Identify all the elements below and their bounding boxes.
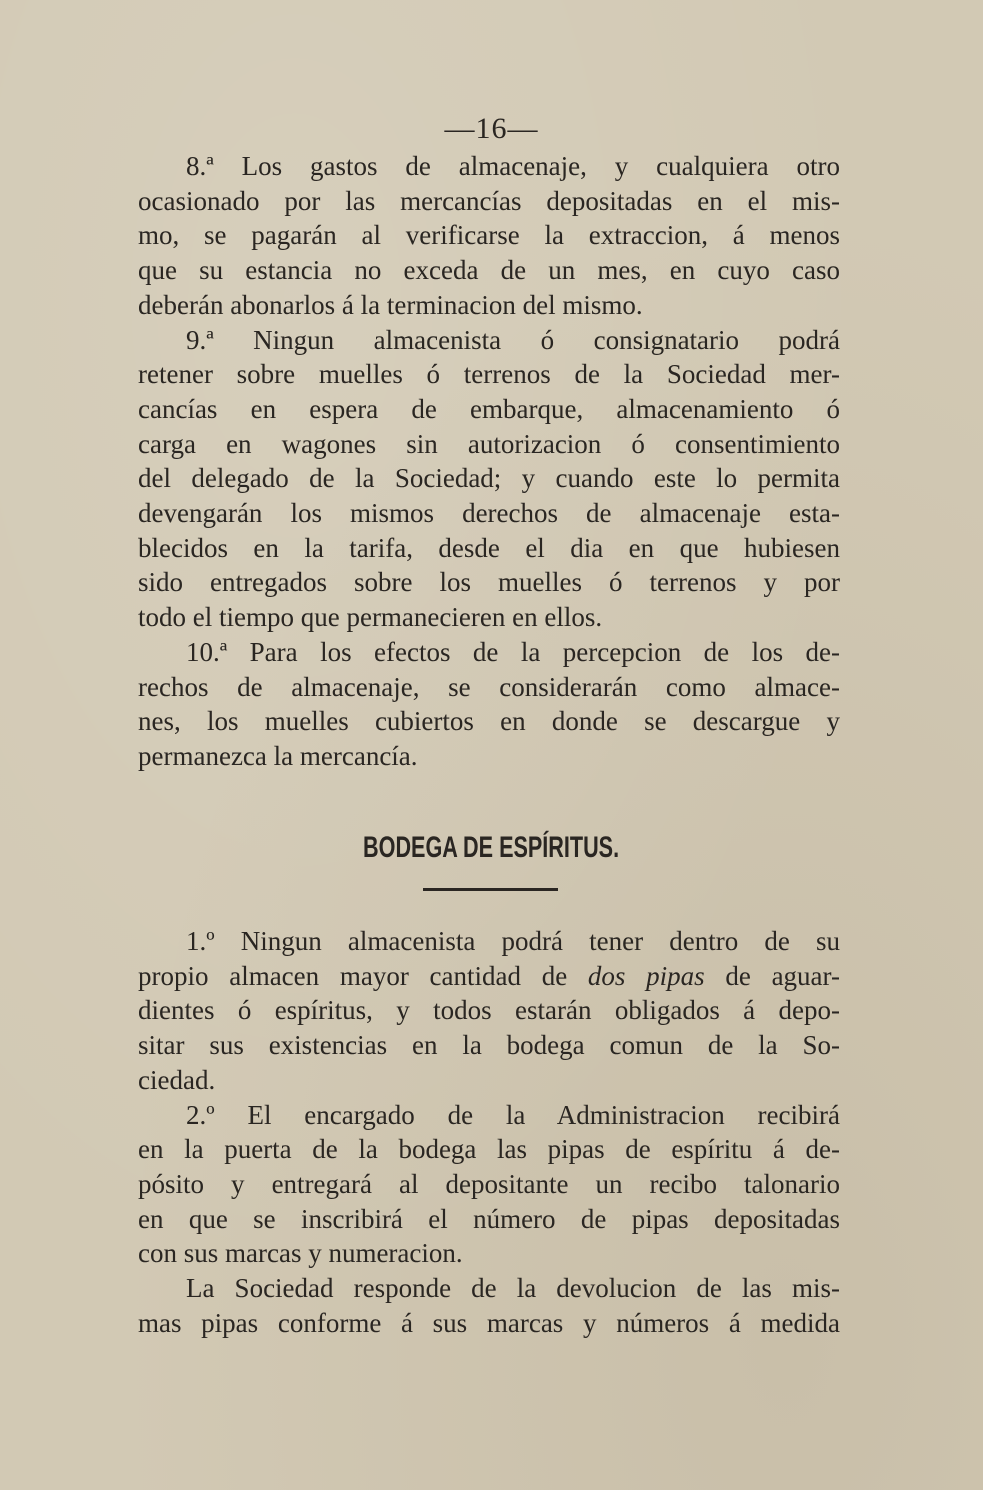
- text-line: ciedad.: [138, 1064, 216, 1095]
- text-line: carga en wagones sin autorizacion ó consentimiento: [138, 428, 840, 459]
- text-line: 1.º Ningun almacenista podrá tener dentro de su: [186, 926, 840, 956]
- heading-rule: [423, 888, 558, 891]
- text-line: del delegado de la Sociedad; y cuando este lo permita: [138, 463, 840, 494]
- text-line: 9.ª Ningun almacenista ó consignatario podrá: [186, 324, 840, 355]
- text-block-upper: [138, 149, 840, 774]
- text-line: en que se inscribirá el número de pipas depositadas: [138, 1203, 840, 1234]
- text-line: con sus marcas y numeracion.: [138, 1238, 463, 1269]
- text-line: devengarán los mismos derechos de almacenaje esta-: [138, 498, 840, 529]
- text-line: 2.º El encargado de la Administracion recibirá: [186, 1099, 840, 1130]
- text-line: que su estancia no exceda de un mes, en cuyo caso: [138, 255, 840, 286]
- text-line: sido entregados sobre los muelles ó terrenos y por: [138, 567, 840, 598]
- text-line: cancías en espera de embarque, almacenamiento ó: [138, 393, 840, 424]
- text-line: dientes ó espíritus, y todos estarán obligados á depo-: [138, 995, 840, 1026]
- text-line: La Sociedad responde de la devolucion de las mis-: [186, 1273, 840, 1304]
- page-number: —16—: [444, 112, 539, 145]
- text-line: 10.ª Para los efectos de la percepcion de los de-: [186, 636, 840, 667]
- text-line: todo el tiempo que permanecieren en ellos.: [138, 602, 603, 633]
- text-line: 8.ª Los gastos de almacenaje, y cualquiera otro: [186, 151, 840, 181]
- section-heading: BODEGA DE ESPÍRITUS.: [363, 831, 620, 864]
- text-line: permanezca la mercancía.: [138, 740, 418, 771]
- text-block-lower: [138, 924, 840, 1340]
- text-line: nes, los muelles cubiertos en donde se descargue y: [138, 706, 840, 737]
- text-line: rechos de almacenaje, se considerarán como almace-: [138, 671, 840, 702]
- text-line: blecidos en la tarifa, desde el dia en que hubiesen: [138, 532, 840, 563]
- text-line: sitar sus existencias en la bodega comun de la So-: [138, 1030, 840, 1061]
- text-line: deberán abonarlos á la terminacion del mismo.: [138, 289, 643, 320]
- text-line: mo, se pagarán al verificarse la extraccion, á menos: [138, 220, 840, 251]
- text-line: en la puerta de la bodega las pipas de espíritu á de-: [138, 1134, 840, 1165]
- text-line: retener sobre muelles ó terrenos de la Sociedad mer-: [138, 359, 840, 390]
- text-line: propio almacen mayor cantidad de dos pipas de aguar-: [138, 960, 840, 991]
- text-line: pósito y entregará al depositante un recibo talonario: [138, 1168, 840, 1199]
- text-line: mas pipas conforme á sus marcas y números á medida: [138, 1307, 840, 1338]
- text-line: ocasionado por las mercancías depositadas en el mis-: [138, 185, 840, 216]
